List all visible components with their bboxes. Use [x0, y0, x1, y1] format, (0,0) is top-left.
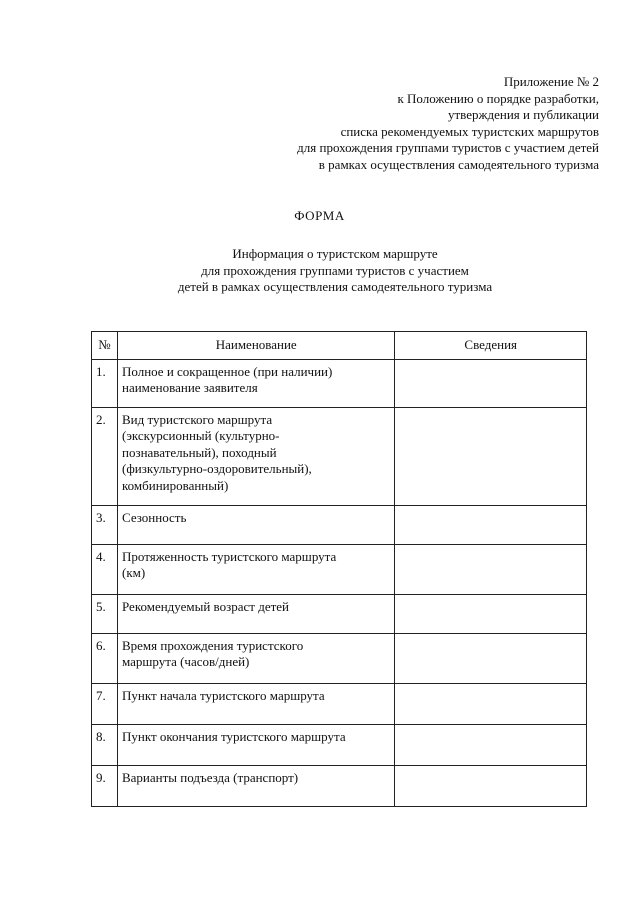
row-number: 1. [92, 359, 118, 407]
table-row [92, 724, 587, 765]
row-name-line: Время прохождения туристского [121, 637, 304, 653]
table-header-row [92, 332, 587, 360]
appendix-line: в рамках осуществления самодеятельного туризма [318, 156, 599, 172]
row-value-cell[interactable] [395, 683, 587, 724]
row-name [117, 633, 394, 683]
table-row [92, 765, 587, 806]
appendix-line: утверждения и публикации [447, 107, 599, 122]
document-title-line: для прохождения группами туристов с участием [201, 262, 469, 278]
document-title-line: детей в рамках осуществления самодеятельного туризма [177, 279, 493, 294]
appendix-note [179, 74, 599, 173]
row-value-cell[interactable] [395, 359, 587, 407]
row-value-cell[interactable] [395, 544, 587, 594]
row-number: 4. [92, 544, 118, 594]
row-name-line: Варианты подъезда (транспорт) [121, 769, 299, 785]
header-number: № [92, 332, 118, 360]
row-value-cell[interactable] [395, 407, 587, 505]
appendix-line: списка рекомендуемых туристских маршрутов [340, 123, 599, 139]
form-title: ФОРМА [294, 208, 345, 223]
row-number: 8. [92, 724, 118, 765]
row-name-line: (физкультурно-оздоровительный), [121, 461, 312, 476]
row-value-cell[interactable] [395, 505, 587, 544]
row-name-line: Пункт начала туристского маршрута [121, 687, 325, 703]
row-name-line: Вид туристского маршрута [121, 411, 273, 427]
table-row [92, 544, 587, 594]
header-value: Сведения [395, 332, 587, 360]
row-name [117, 544, 394, 594]
row-name [117, 407, 394, 505]
row-name-line: маршрута (часов/дней) [121, 654, 250, 669]
document-title [60, 246, 610, 296]
table-row [92, 505, 587, 544]
row-name-line: наименование заявителя [121, 380, 258, 395]
row-name-line: Пункт окончания туристского маршрута [121, 728, 346, 744]
header-name: Наименование [117, 332, 394, 360]
row-value-cell[interactable] [395, 724, 587, 765]
row-name [117, 765, 394, 806]
row-name-line: Полное и сокращенное (при наличии) [121, 363, 333, 379]
row-name-line: (экскурсионный (культурно- [121, 428, 280, 443]
route-info-table [91, 331, 587, 807]
row-name-line: Протяженность туристского маршрута [121, 548, 337, 564]
row-number: 9. [92, 765, 118, 806]
appendix-line: к Положению о порядке разработки, [397, 90, 599, 106]
row-number: 2. [92, 407, 118, 505]
row-name [117, 594, 394, 633]
appendix-line: Приложение № 2 [503, 74, 599, 89]
document-title-line: Информация о туристском маршруте [232, 246, 438, 261]
row-number: 6. [92, 633, 118, 683]
table-row [92, 594, 587, 633]
row-number: 3. [92, 505, 118, 544]
row-name-line: (км) [121, 565, 146, 580]
row-value-cell[interactable] [395, 633, 587, 683]
table-row [92, 407, 587, 505]
row-number: 7. [92, 683, 118, 724]
row-name [117, 359, 394, 407]
row-name [117, 505, 394, 544]
row-name [117, 724, 394, 765]
row-name-line: комбинированный) [121, 477, 229, 493]
row-name-line: Сезонность [121, 509, 187, 525]
table-row [92, 683, 587, 724]
appendix-line: для прохождения группами туристов с участием детей [297, 140, 599, 155]
row-value-cell[interactable] [395, 765, 587, 806]
row-name-line: Рекомендуемый возраст детей [121, 598, 290, 614]
row-name-line: познавательный), походный [121, 444, 277, 460]
row-number: 5. [92, 594, 118, 633]
row-name [117, 683, 394, 724]
table-row [92, 359, 587, 407]
table-row [92, 633, 587, 683]
row-value-cell[interactable] [395, 594, 587, 633]
